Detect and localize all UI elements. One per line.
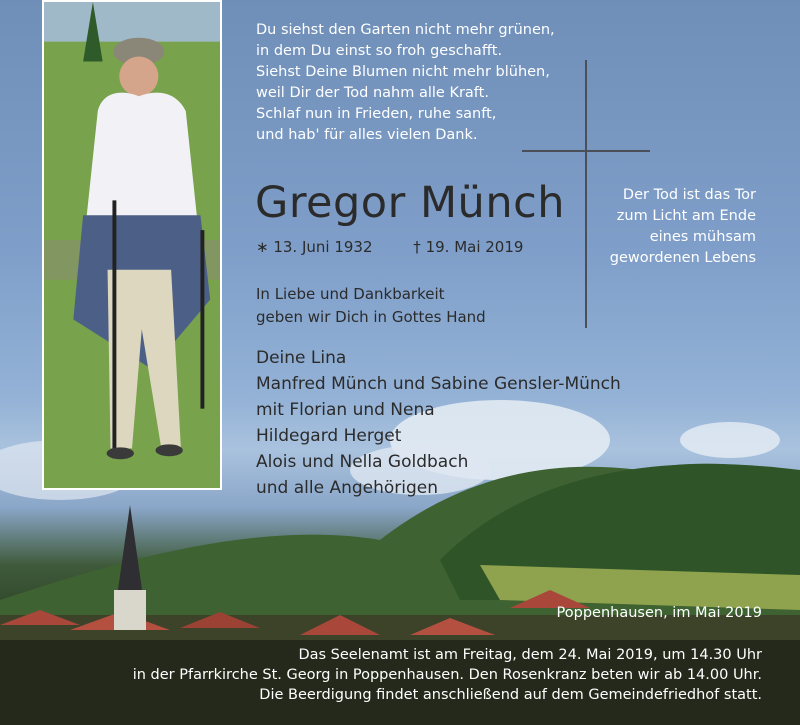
service-info	[133, 645, 762, 705]
cloud	[680, 422, 780, 458]
mourner-line: Manfred Münch und Sabine Gensler-Münch	[256, 374, 621, 394]
cross-icon	[585, 60, 587, 328]
mourner-line: und alle Angehörigen	[256, 478, 439, 498]
mourner-line: Deine Lina	[256, 348, 347, 368]
service-line: Das Seelenamt ist am Freitag, dem 24. Mai 2019, um 14.30 Uhr	[298, 647, 762, 663]
farewell-text: In Liebe und Dankbarkeit geben wir Dich in Gottes Hand	[256, 285, 486, 326]
poem: Du siehst den Garten nicht mehr grünen, in dem Du einst so froh geschafft. Siehst Deine Blumen nicht mehr blühen, weil Dir der Tod nahm alle Kraft. Schlaf nun in Frieden, ruhe sanft, und hab' für alles vielen Dank.	[256, 22, 555, 143]
mourners-list	[256, 345, 621, 501]
service-line: Die Beerdigung findet anschließend auf dem Gemeindefriedhof statt.	[259, 687, 762, 703]
life-dates	[256, 238, 523, 256]
service-line: in der Pfarrkirche St. Georg in Poppenhausen. Den Rosenkranz beten wir ab 14.00 Uhr.	[132, 667, 762, 683]
death-date: † 19. Mai 2019	[413, 238, 524, 256]
mourner-line: Hildegard Herget	[256, 426, 402, 446]
quote: Der Tod ist das Tor zum Licht am Ende eines mühsam gewordenen Lebens	[609, 187, 756, 266]
portrait-photo	[42, 0, 222, 490]
mourner-line: mit Florian und Nena	[256, 400, 435, 420]
place-date: Poppenhausen, im Mai 2019	[556, 605, 762, 621]
cross-icon-bar	[522, 150, 650, 152]
mourner-line: Alois und Nella Goldbach	[256, 452, 469, 472]
birth-date: ∗ 13. Juni 1932	[256, 238, 373, 256]
deceased-name: Gregor Münch	[255, 178, 565, 228]
